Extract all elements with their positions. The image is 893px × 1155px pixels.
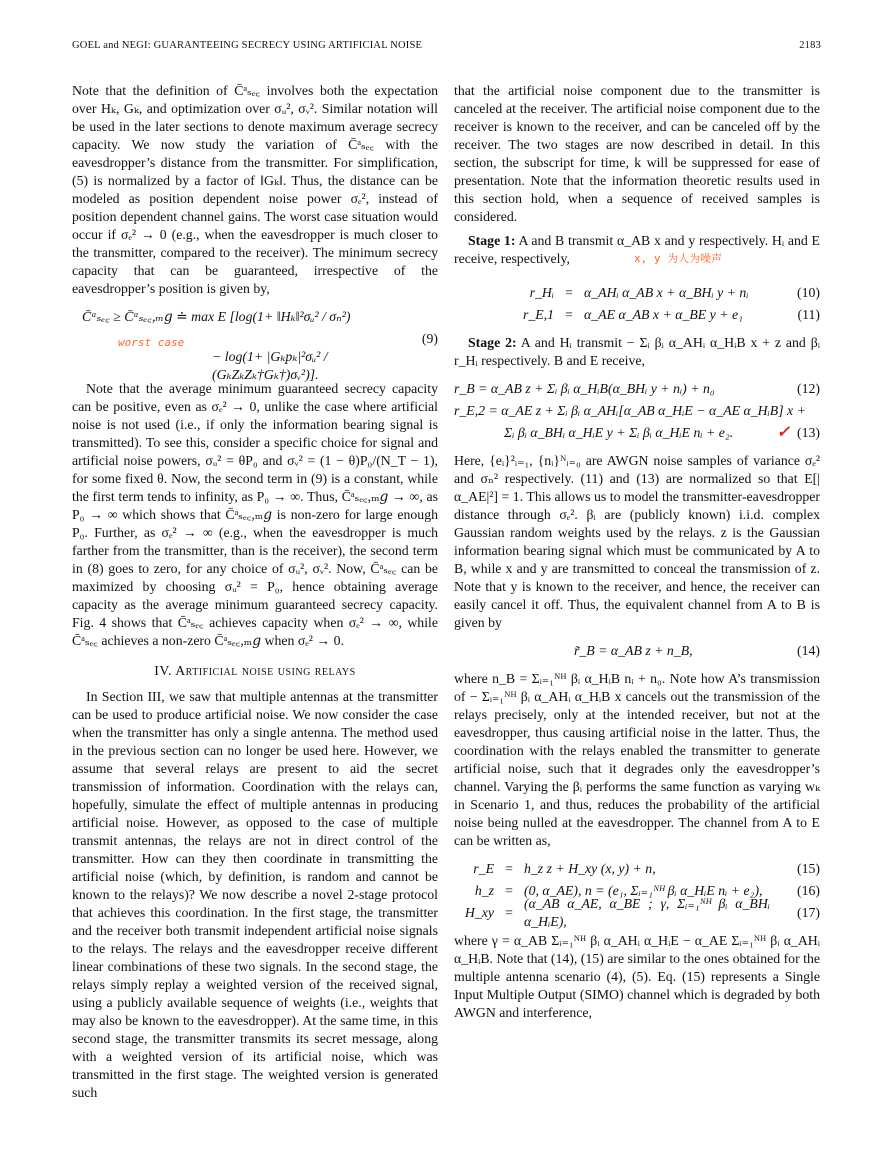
equation-12 (454, 378, 820, 400)
eq9-number: (9) (421, 331, 438, 346)
eq13-line1: r_E,2 = α_AE z + Σᵢ βᵢ α_AHᵢ[α_AB α_HᵢE − α_AE α_HᵢB] x + (454, 403, 806, 418)
eq16-lhs: h_z (474, 883, 494, 898)
eq11-lhs: r_E,1 (522, 307, 554, 322)
equation-13-line2 (454, 422, 820, 444)
eq11-rhs: α_AE α_AB x + α_BE y + e₁ (584, 307, 743, 322)
right-paragraph-1: that the artificial noise component due to the transmitter is canceled at the receiver. The artificial noise component due to the receiver is known to the receiver, and can be canceled off by the receiver. The two stages are now described in detail. In this section, the subscript for time, k will be suppressed for ease of presentation. Note that the information theoretic results used in this section hold, when a sequence of received samples is considered. (454, 83, 820, 224)
right-paragraph-3: where n_B = Σᵢ₌₁ᴺᴴ βᵢ α_HᵢB nᵢ + n₀. Note how A’s transmission of − Σᵢ₌₁ᴺᴴ βᵢ α_AHᵢ α_HᵢB x cancels out the transmission of the relays precisely, only at the intended receiver, but not at the eavesdropper, thus causing artificial noise in the latter. Thus, the coordination with the relays enabled the transmitter to generate artificial noise, such that it degrades only the eavesdropper’s channel. Varying the βᵢ performs the same function as varying wₖ in Scenario 1, and thus, reduces the probability of the artificial noise being nulled at the eavesdropper. The channel from A to E can be written as, (454, 671, 820, 848)
left-column (72, 82, 438, 1102)
eq17-lhs: H_xy (464, 905, 494, 920)
right-paragraph-4: where γ = α_AB Σᵢ₌₁ᴺᴴ βᵢ α_AHᵢ α_HᵢE − α_AE Σᵢ₌₁ᴺᴴ βᵢ α_AHᵢ α_HᵢB. Note that (14), (15) are similar to the ones obtained for the multiple antenna scenario (4), (5). Eq. (15) represents a Single Input Multiple Output (SIMO) channel which is degraded by both AWGN and interference, (454, 933, 820, 1020)
stage2-text: A and Hᵢ transmit − Σᵢ βᵢ α_AHᵢ α_HᵢB x + z and βᵢ r_Hᵢ respectively. B and E receive, (454, 335, 820, 368)
equation-11: r_E,1 = α_AE α_AB x + α_BE y + e₁ (11) (454, 304, 820, 326)
annotation-worst-case: worst case (118, 336, 185, 349)
page-number: 2183 (799, 40, 821, 51)
eq16-number: (16) (797, 883, 820, 898)
stage1-label: Stage 1: (468, 233, 516, 248)
equation-10: r_Hᵢ = α_AHᵢ α_AB x + α_BHᵢ y + nᵢ (10) (454, 282, 820, 304)
eq13-number: (13) (797, 425, 820, 440)
paragraph-1: Note that the definition of C̄ᵃₛₑ꜀ involves both the expectation over Hₖ, Gₖ, and optimization over σᵤ², σᵥ². Similar notation will be used in the later sections to denote maximum average secrecy capacity. We now study the variation of C̄ᵃₛₑ꜀ with the eavesdropper’s distance from the transmitter. For simplification, (5) is normalized by a factor of ‖Gₖ‖. Thus, the distance can be modeled as position dependent noise power σₑ², instead of position dependent channel gains. The worst case situation would occur if σₑ² → 0 (e.g., when the eavesdropper is much closer to the transmitter, compared to the receiver). The minimum secrecy capacity that can be guaranteed, irrespective of the eavesdropper’s position is given by, (72, 83, 438, 296)
equation-9 (72, 308, 438, 382)
eq15-number: (15) (797, 861, 820, 876)
eq10-number: (10) (797, 285, 820, 300)
equations-15-17 (454, 858, 820, 929)
equation-16: h_z = (0, α_AE), n = (e₁, Σᵢ₌₁ᴺᴴ βᵢ α_HᵢE nᵢ + e₂), (16) (454, 880, 820, 902)
check-mark-icon: ✓ (776, 424, 790, 441)
equation-17: H_xy = (α_AB α_AE, α_BE ; γ, Σᵢ₌₁ᴺᴴ βᵢ α_BHᵢ α_HᵢE), (17) (454, 902, 820, 924)
stage2-label: Stage 2: (468, 335, 517, 350)
right-column (454, 82, 820, 1022)
eq15-lhs: r_E (473, 861, 494, 876)
equation-13-line1 (454, 400, 820, 422)
annotation-xy-noise: x, y 为人为噪声 (634, 252, 723, 265)
paragraph-2: Note that the average minimum guaranteed secrecy capacity can be positive, even as σₑ² → 0, unlike the case where artificial noise is not used (i.e., if only the information bearing signal is transmitted). To see this, consider a specific choice for signal and artificial noise powers, σᵤ² = θP₀ and σᵥ² = (1 − θ)P₀/(N_T − 1), for some fixed θ. Now, the second term in (9) is a constant, while the first term tends to infinity, as P₀ → ∞. Thus, C̄ᵃₛₑ꜀,ₘ𝑔 → ∞, as P₀ → ∞ which shows that C̄ᵃₛₑ꜀,ₘ𝑔 is non-zero for large enough P₀. Further, as σₑ² → ∞ (e.g., when the eavesdropper is much farther from the transmitter, than is the receiver), the second term in (8) goes to zero, for any choice of σᵤ², σᵥ². Now, C̄ᵃₛₑ꜀ can be maximized by choosing σᵤ² = P₀, hence obtaining average capacity as the average minimum guaranteed secrecy capacity. Fig. 4 shows that C̄ᵃₛₑ꜀ achieves capacity when σₑ² → ∞, while C̄ᵃₛₑ꜀ achieves a non-zero C̄ᵃₛₑ꜀,ₘ𝑔 when σₑ² → 0. (72, 381, 438, 648)
equations-10-11 (454, 282, 820, 326)
right-paragraph-2: Here, {eᵢ}²ᵢ₌₁, {nᵢ}ᴺᵢ₌₀ are AWGN noise samples of variance σₑ² and σₙ² respectively. (11) and (13) are normalized so that E[|α_AE|²] = 1. This allows us to model the transmitter-eavesdropper distance through σₑ². βᵢ are (publicly known) i.i.d. complex Gaussian random weights used by the relays. z is the Gaussian information bearing signal which must be communicated by A to B, while x and y are transmitted to conceal the transmission of z. Note that y is known to the receiver, and hence, the receiver can easily cancel it off. Thus, the equivalent channel from A to B is given by (454, 453, 820, 630)
eq13-line2: Σᵢ βᵢ α_BHᵢ α_HᵢE y + Σᵢ βᵢ α_HᵢE nᵢ + e₂. (504, 425, 734, 440)
eq14-body: r̃_B = α_AB z + n_B, (574, 643, 693, 658)
equations-12-13 (454, 378, 820, 444)
paragraph-3: In Section III, we saw that multiple antennas at the transmitter can be used to produce artificial noise. We now consider the case when the transmitter has only a single antenna. The method used in the previous section can no longer be used here. However, we assume that several relays are present to aid the secret transmission of information. Coordination with the relays can, hopefully, simulate the effect of multiple antennas in producing artificial noise. However, as opposed to the case of multiple transmit antennas, the relays are not in direct control of the transmitter. How can they then coordinate in transmitting the artificial noise (which, by definition, is random and cannot be known to the relays)? We now describe a novel 2-stage protocol that achieves this coordination. In the first stage, the transmitter and the receiver both transmit independent artificial noise signals to the relays. The relays and the eavesdropper receive different linear combinations of these two signals. In the second stage, the relays simply replay a weighted version of the received signal, using a publicly available sequence of weights (i.e., weights that may also be known to the eavesdropper). At the same time, in this second stage, the transmitter transmits its secret message, along with a weighted version of its artificial noise, which was transmitted in the first stage. The weighted version is generated such (72, 689, 438, 1100)
eq10-rhs: α_AHᵢ α_AB x + α_BHᵢ y + nᵢ (584, 285, 749, 300)
eq17-number: (17) (797, 905, 820, 920)
equation-15: r_E = h_z z + H_xy (x, y) + n, (15) (454, 858, 820, 880)
eq9-line1: C̄ᵃₛₑ꜀ ≥ C̄ᵃₛₑ꜀,ₘ𝑔 ≐ max E [log(1+ ‖Hₖ‖²σᵤ² / σₙ²) (82, 309, 351, 324)
eq16-rhs: (0, α_AE), n = (e₁, Σᵢ₌₁ᴺᴴ βᵢ α_HᵢE nᵢ + e₂), (524, 883, 763, 898)
stage1-text: A and B transmit α_AB x and y respectively. Hᵢ and E receive, respectively, (454, 233, 820, 266)
stage-2 (454, 334, 820, 370)
eq15-rhs: h_z z + H_xy (x, y) + n, (524, 861, 656, 876)
equation-14 (454, 640, 820, 662)
running-title: GOEL and NEGI: GUARANTEEING SECRECY USING ARTIFICIAL NOISE (72, 40, 423, 51)
eq12-number: (12) (797, 381, 820, 396)
eq10-lhs: r_Hᵢ (529, 285, 554, 300)
section-title: IV. Artificial noise using relays (154, 663, 356, 678)
eq14-number: (14) (797, 643, 820, 658)
eq17-rhs: (α_AB α_AE, α_BE ; γ, Σᵢ₌₁ᴺᴴ βᵢ α_BHᵢ α_HᵢE), (524, 896, 770, 929)
eq12-body: r_B = α_AB z + Σᵢ βᵢ α_HᵢB(α_BHᵢ y + nᵢ) + n₀ (454, 381, 715, 396)
eq9-line2: − log(1+ |Gₖpₖ|²σᵤ² / (GₖZₖZₖ†Gₖ†)σᵥ²)]. (212, 349, 328, 382)
eq11-number: (11) (797, 307, 820, 322)
